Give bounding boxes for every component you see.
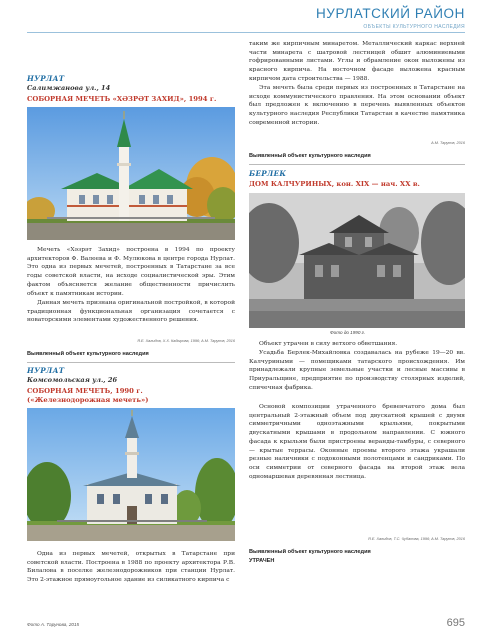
entry-divider xyxy=(249,164,465,165)
photo-kalchurin-house xyxy=(249,193,465,328)
entry3-title: ДОМ КАЛЧУРИНЫХ, кон. XIX — нач. XX в. xyxy=(249,180,420,188)
entry1-continuation: таким же кирпичным минаретом. Металлический каркас верхней части минарета с шатровой лестницей обшит алюминиевыми гофрированными листами. Углы и обрамление окон выложены из красного кирпича. На восточном фасаде выложена красным кирпичом дата строительства — 1988. xyxy=(249,41,465,82)
entry3-credit: Я.Е. Халидов, Т.С. Чубанова, 1996; А.М. Тарунов, 2016 xyxy=(368,537,465,541)
entry1-credit: Я.Е. Халидов, Х.Х. Кадырова, 1996; А.М. Тарунов, 2016 xyxy=(137,339,235,343)
entry2-title-subtitle: («Железнодорожная мечеть») xyxy=(27,396,149,404)
section-subtitle: ОБЪЕКТЫ КУЛЬТУРНОГО НАСЛЕДИЯ xyxy=(363,24,465,30)
page-number: 695 xyxy=(446,617,465,629)
entry3-paragraph-3: Основой композиции утраченного бревенчатого дома был центральный 2-этажный объем под двускатной крышей с двумя симметричными одноэтажными крыльями, покрытыми двускатными крышами в продольном направлении. С южного фасада к крыльям были пристроены веранды-тамбуры, с северного — крытые террасы. Оконные проемы второго этажа украшали резные наличники с подоконными полотенцами и сандриками. По оси симметрии от северного фасада на второй этаж вела одномаршевая деревянная лестница. xyxy=(249,404,465,480)
entry2-paragraph: Одна из первых мечетей, открытых в Татарстане при советской власти. Построена в 1988 по проекту архитектора Р.В. Билалова в поселке железнодорожников при станции Нурлат. Это 2-этажное прямоугольное здание из силикатного кирпича с xyxy=(27,551,235,584)
entry3-paragraph: Объект утрачен в силу ветхого обветшания. xyxy=(259,341,398,347)
entry1-status: Выявленный объект культурного наследия xyxy=(27,351,149,357)
entry1-paragraph: Мечеть «Хәзрәт Захид» построена в 1994 по проекту архитекторов Ф. Валеева и Ф. Мулюкова в центре города Нурлат. Это одна из первых мечетей, построенных в Татарстане за все годы советской власти, на исходе социалистической эры. Этим фактом объясняется желание общественности причислить объект к памятникам истории. xyxy=(27,247,235,297)
entry2-status: Выявленный объект культурного наследия xyxy=(249,153,371,159)
entry-divider xyxy=(27,362,235,363)
entry2-title: СОБОРНАЯ МЕЧЕТЬ, 1990 г. xyxy=(27,387,143,395)
section-title: НУРЛАТСКИЙ РАЙОН xyxy=(315,6,465,21)
photo-caption: Фото до 1990 г. xyxy=(330,330,366,335)
footer-photo-credit: Фото А. Тарунова, 2015 xyxy=(27,622,80,627)
entry2-locality: НУРЛАТ xyxy=(27,366,65,375)
entry3-paragraph-2: Усадьба Берлек-Михайловка создавалась на рубеже 19—20 вв. Калчуриными — помещиками татарского происхождения. Им принадлежали крупные земельные участки и лесные массивы в Приуральщине, предприятие по производству столярных изделий, спичечная фабрика. xyxy=(249,350,465,391)
entry1-paragraph-2: Данная мечеть признана оригинальной постройкой, в которой традиционная функциональная организация сочетается с новаторскими элементами художественного решения. xyxy=(27,300,235,324)
entry2-credit: А.М. Тарунов, 2016 xyxy=(431,141,465,145)
entry3-status: Выявленный объект культурного наследия xyxy=(249,549,371,555)
entry1-title: СОБОРНАЯ МЕЧЕТЬ «ХӘЗРӘТ ЗАХИД», 1994 г. xyxy=(27,95,217,103)
header-divider xyxy=(27,32,465,33)
photo-mosque-hazrat-zahid xyxy=(27,107,235,240)
entry1-locality: НУРЛАТ xyxy=(27,74,65,83)
entry3-locality: БЕРЛЕК xyxy=(249,169,287,178)
entry1-continuation-2: Эта мечеть была среди первых из построенных в Татарстане на исходе коммунистического правления. На этом основании объект был предложен к включению в перечень выявленных объектов культурного наследия Республики Татарстан в качестве памятника современной истории. xyxy=(249,85,465,126)
entry3-status-lost: УТРАЧЕН xyxy=(249,558,275,564)
entry1-address: Салимжанова ул., 14 xyxy=(27,84,111,92)
entry2-address: Комсомольская ул., 26 xyxy=(27,376,118,384)
photo-railway-mosque xyxy=(27,408,235,541)
